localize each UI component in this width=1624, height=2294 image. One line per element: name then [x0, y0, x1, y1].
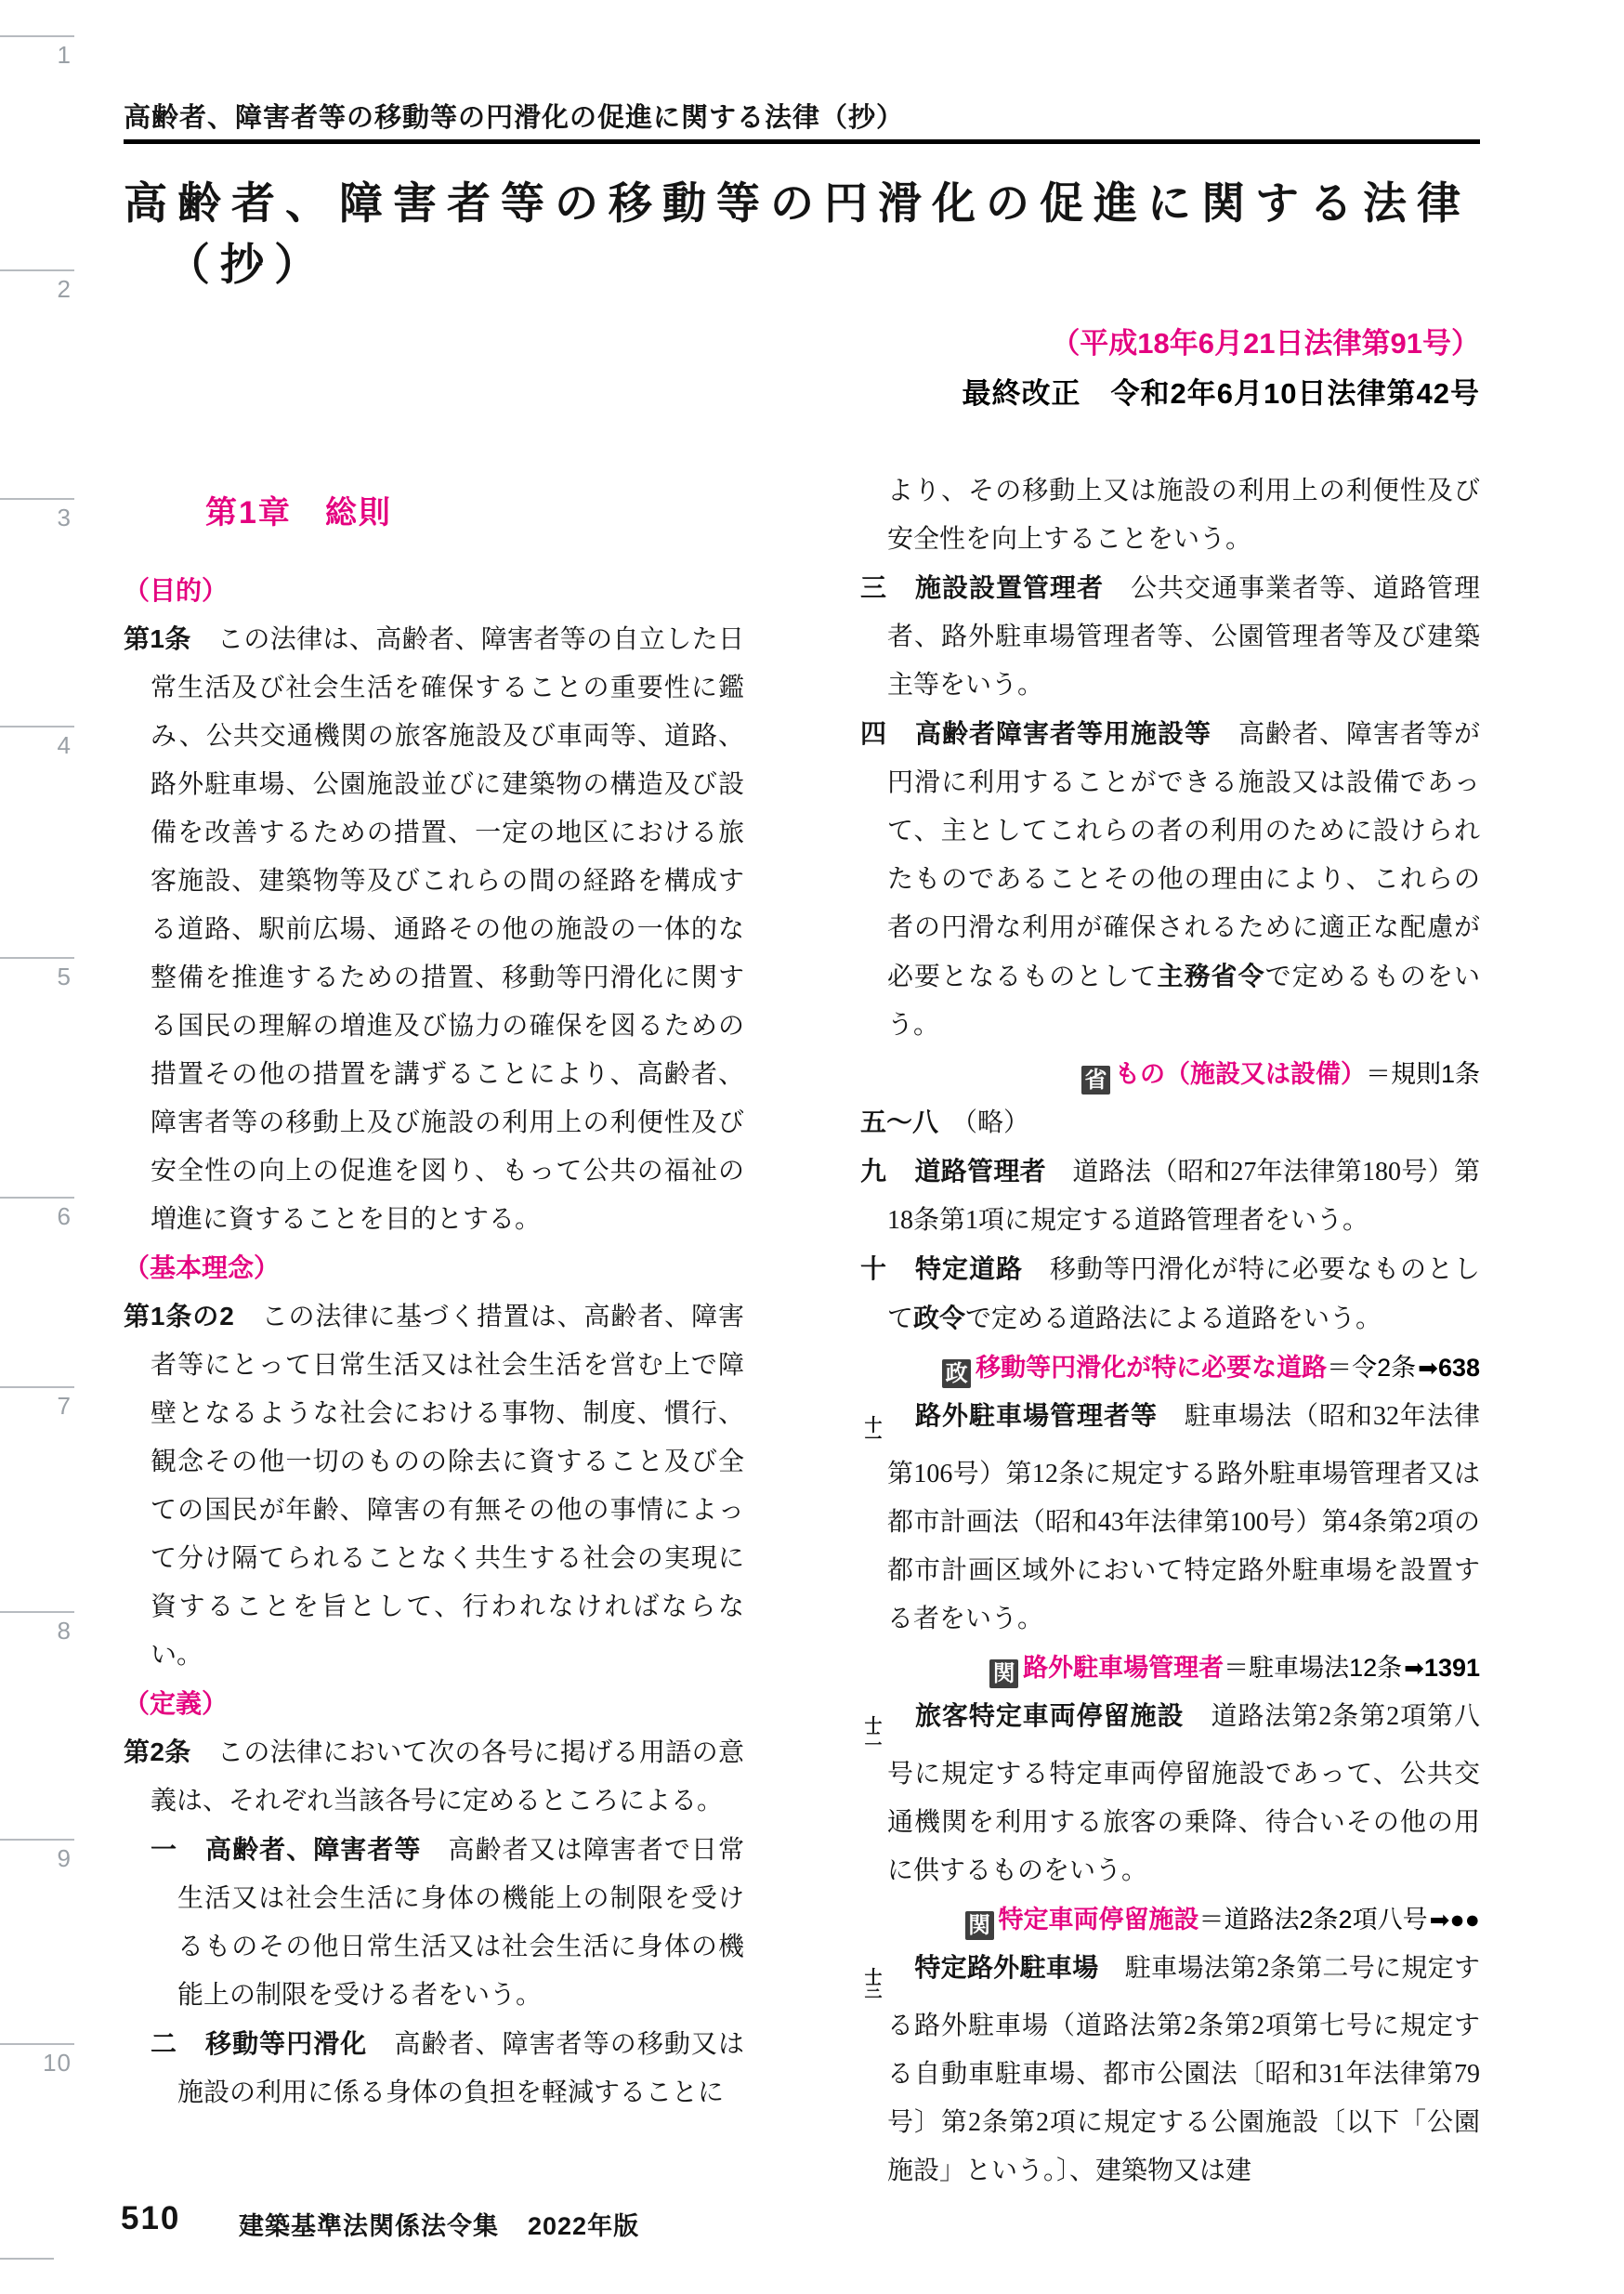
- ref-page-number: 1391: [1423, 1654, 1480, 1682]
- margin-tab-number: 2: [57, 275, 72, 303]
- bold-term: 移動等円滑化: [204, 2029, 368, 2058]
- item-number: 二: [151, 2029, 177, 2058]
- ref-target: ＝駐車場法12条: [1224, 1654, 1403, 1682]
- margin-tab-4: [0, 726, 74, 765]
- promulgation-line: （平成18年6月21日法律第91号）: [1051, 327, 1480, 360]
- margin-tab-number: 1: [57, 41, 72, 69]
- ref-category-box: 関: [965, 1911, 994, 1940]
- item-number: 五〜八: [860, 1108, 939, 1136]
- item-paragraph: [833, 1245, 1480, 1344]
- body-text: 移動等円滑化が特に必要なものとして: [887, 1255, 1480, 1333]
- margin-tab-8: [0, 1611, 74, 1650]
- arrow-icon: ➡: [1429, 1906, 1450, 1934]
- item-paragraph: [833, 564, 1480, 710]
- book-edition: 2022年版: [528, 2212, 640, 2240]
- body-text: で定める道路法による道路をいう。: [965, 1304, 1382, 1333]
- item-paragraph: [833, 1392, 1480, 1644]
- footer-book-title: [239, 2206, 639, 2242]
- bold-term: 特定道路: [914, 1254, 1023, 1283]
- section-label: （定義）: [124, 1689, 229, 1718]
- continuation-paragraph: [833, 467, 1480, 564]
- margin-tab-number: 7: [57, 1392, 72, 1420]
- item-number: [860, 1415, 914, 1450]
- margin-tab-number: 9: [57, 1844, 72, 1872]
- item-number: 四: [860, 719, 887, 748]
- ref-page-number: ●●: [1449, 1906, 1480, 1934]
- article-paragraph: [124, 1728, 744, 1826]
- margin-tab-5: [0, 957, 74, 996]
- body-text: 高齢者、障害者等が円滑に利用することができる施設又は設備であって、主としてこれらの者の利用のために設けられたものであることその他の理由により、これらの者の円滑な利用が確保されるために適正な配慮が必要となるものとして: [887, 720, 1480, 991]
- bold-term: 旅客特定車両停留施設: [914, 1701, 1185, 1730]
- section-label: （目的）: [124, 576, 229, 605]
- page-number: 510: [121, 2200, 181, 2236]
- bold-term: 高齢者、障害者等: [204, 1835, 422, 1864]
- body-text: で定めるものをいう。: [887, 963, 1480, 1040]
- bold-term: 路外駐車場管理者等: [914, 1401, 1158, 1430]
- body-text: この法律は、高齢者、障害者等の自立した日常生活及び社会生活を確保することの重要性に鑑み、公共交通機関の旅客施設及び車両等、道路、路外駐車場、公園施設並びに建築物の構造及び設備を改善するための措置、一定の地区における旅客施設、建築物等及びこれらの間の経路を構成する道路、駅前広場、通路その他の施設の一体的な整備を推進するための措置、移動等円滑化に関する国民の理解の増進及び協力の確保を図るための措置その他の措置を講ずることにより、高齢者、障害者等の移動上及び施設の利用上の利便性及び安全性の向上の促進を図り、もって公共の福祉の増進に資することを目的とする。: [151, 625, 744, 1234]
- margin-tab-number: 6: [57, 1202, 72, 1230]
- chapter-heading: 第1章 総則: [205, 495, 392, 531]
- margin-tab-9: [0, 1839, 74, 1878]
- margin-tab-number: 8: [57, 1617, 72, 1645]
- bold-term: 特定路外駐車場: [914, 1953, 1099, 1982]
- item-number: [860, 1967, 914, 2002]
- ref-term: 路外駐車場管理者: [1023, 1654, 1225, 1682]
- article-paragraph: [124, 1292, 744, 1680]
- body-text: この法律において次の各号に掲げる用語の意義は、それぞれ当該各号に定めるところによる。: [151, 1738, 744, 1816]
- arrow-icon: ➡: [1404, 1654, 1424, 1682]
- book-title: 建築基準法関係法令集: [239, 2212, 499, 2240]
- margin-tab-2: [0, 269, 74, 308]
- item-paragraph: [833, 1692, 1480, 1895]
- item-number: 九: [860, 1157, 887, 1186]
- margin-tab-3: [0, 498, 74, 537]
- item-number: 三: [860, 573, 887, 602]
- body-text: 道路法第2条第2項第八号に規定する特定車両停留施設であって、公共交通機関を利用する旅客の乗降、待合いその他の用に供するものをいう。: [887, 1702, 1480, 1885]
- article-number: 第2条: [124, 1737, 191, 1766]
- running-header: 高齢者、障害者等の移動等の円滑化の促進に関する法律（抄）: [124, 103, 905, 133]
- article-number: 第1条の2: [124, 1302, 234, 1331]
- header-rule: [124, 139, 1480, 144]
- left-column-blocks: [124, 567, 744, 2117]
- law-title-suffix: （抄）: [166, 240, 328, 289]
- margin-tab-10: [0, 2043, 74, 2082]
- item-paragraph: [833, 1098, 1480, 1147]
- body-text: 高齢者又は障害者で日常生活又は社会生活に身体の機能上の制限を受けるものその他日常生活又は社会生活に身体の機能上の制限を受ける者をいう。: [177, 1836, 744, 2010]
- bold-term: 施設設置管理者: [914, 573, 1104, 602]
- margin-tab-1: [0, 35, 74, 74]
- article-number: 第1条: [124, 624, 191, 653]
- margin-tab-number: 10: [43, 2049, 72, 2077]
- ref-target: ＝令2条: [1327, 1354, 1417, 1382]
- item-number-part: 十: [864, 1416, 883, 1435]
- body-text: 駐車場法（昭和32年法律第106号）第12条に規定する路外駐車場管理者又は都市計画法（昭和43年法律第100号）第4条第2項の都市計画区域外において特定路外駐車場を設置する者をいう。: [887, 1402, 1480, 1633]
- reference-note: [833, 1050, 1480, 1098]
- item-number-part: 二: [864, 1730, 883, 1750]
- item-paragraph: [833, 1147, 1480, 1245]
- item-paragraph: [833, 710, 1480, 1050]
- item-number: [860, 1715, 914, 1750]
- item-number: 十: [860, 1254, 887, 1283]
- right-column-blocks: [833, 467, 1480, 2196]
- margin-tab-6: [0, 1197, 74, 1236]
- body-text: 道路法（昭和27年法律第180号）第18条第1項に規定する道路管理者をいう。: [887, 1158, 1480, 1235]
- item-paragraph: [833, 1944, 1480, 2196]
- ref-term: 移動等円滑化が特に必要な道路: [976, 1354, 1328, 1382]
- last-amendment-line: 最終改正 令和2年6月10日法律第42号: [962, 377, 1480, 410]
- ref-term: 特定車両停留施設: [998, 1906, 1199, 1934]
- bold-term: 主務省令: [1157, 962, 1265, 990]
- section-label: （基本理念）: [124, 1253, 281, 1282]
- reference-note: [833, 1344, 1480, 1392]
- body-text: この法律に基づく措置は、高齢者、障害者等にとって日常生活又は社会生活を営む上で障壁となるような社会における事物、制度、慣行、観念その他一切のものの除去に資すること及び全ての国民が年齢、障害の有無その他の事情によって分け隔てられることなく共生する社会の実現に資することを旨として、行われなければならない。: [151, 1303, 744, 1670]
- margin-tab-line: [0, 2258, 54, 2260]
- margin-tab-number: 5: [57, 963, 72, 990]
- body-text: より、その移動上又は施設の利用上の利便性及び安全性を向上することをいう。: [887, 477, 1480, 554]
- body-text: 高齢者、障害者等の移動又は施設の利用に係る身体の負担を軽減することに: [177, 2030, 744, 2107]
- body-text: （略）: [938, 1108, 1030, 1137]
- arrow-icon: ➡: [1418, 1354, 1438, 1382]
- bold-term: 政令: [913, 1304, 966, 1332]
- item-paragraph: [124, 1826, 744, 2020]
- item-number: 一: [151, 1835, 177, 1864]
- item-paragraph: [124, 2020, 744, 2117]
- ref-term: もの（施設又は設備）: [1114, 1060, 1366, 1088]
- item-number-part: 一: [864, 1430, 883, 1449]
- ref-page-number: 638: [1437, 1354, 1480, 1382]
- body-text: 公共交通事業者等、道路管理者、路外駐車場管理者等、公園管理者等及び建築主等をいう。: [887, 574, 1480, 700]
- ref-category-box: 政: [942, 1359, 971, 1388]
- ref-category-box: 関: [989, 1659, 1018, 1688]
- item-number-part: 十: [864, 1716, 883, 1736]
- ref-target: ＝規則1条: [1365, 1060, 1480, 1088]
- ref-category-box: 省: [1081, 1066, 1110, 1095]
- item-number-part: 三: [864, 1982, 883, 2001]
- law-title: [124, 173, 1471, 295]
- left-column: [124, 491, 744, 2117]
- margin-tab-7: [0, 1386, 74, 1425]
- bold-term: 高齢者障害者等用施設等: [914, 719, 1211, 748]
- margin-tab-number: 4: [57, 731, 72, 759]
- bold-term: 道路管理者: [914, 1157, 1046, 1186]
- reference-note: [833, 1644, 1480, 1692]
- body-text: 駐車場法第2条第二号に規定する路外駐車場（道路法第2条第2項第七号に規定する自動車駐車場、都市公園法〔昭和31年法律第79号〕第2条第2項に規定する公園施設〔以下「公園施設」という。〕、建築物又は建: [887, 1954, 1480, 2185]
- margin-tab-number: 3: [57, 504, 72, 531]
- reference-note: [833, 1895, 1480, 1944]
- right-column: [833, 467, 1480, 2196]
- ref-target: ＝道路法2条2項八号: [1198, 1906, 1428, 1934]
- law-title-main: 高齢者、障害者等の移動等の円滑化の促進に関する法律: [124, 178, 1471, 228]
- article-paragraph: [124, 615, 744, 1244]
- item-number-part: 十: [864, 1968, 883, 1987]
